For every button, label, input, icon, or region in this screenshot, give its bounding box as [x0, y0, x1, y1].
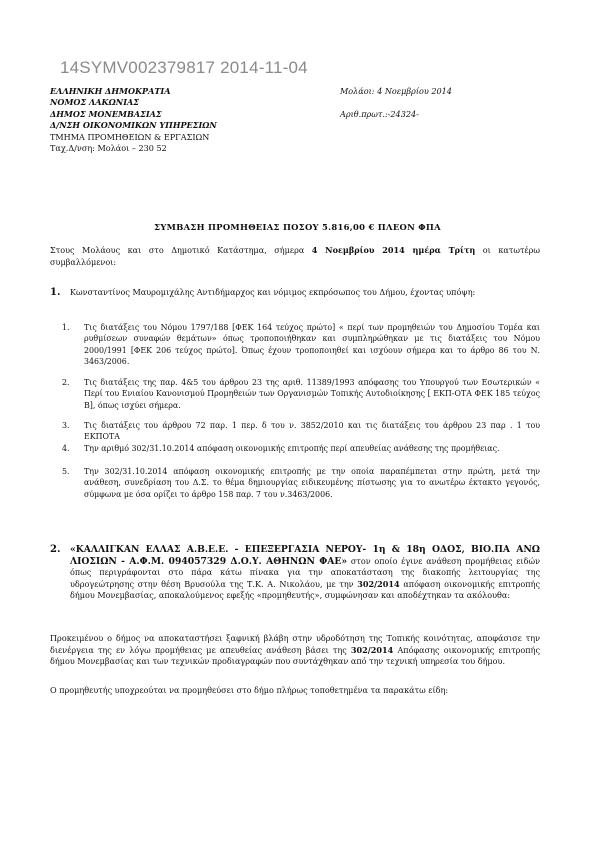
issuer-line: ΕΛΛΗΝΙΚΗ ΔΗΜΟΚΡΑΤΙΑ [50, 86, 171, 96]
document-title: ΣΥΜΒΑΣΗ ΠΡΟΜΗΘΕΙΑΣ ΠΟΣΟΥ 5.816,00 € ΠΛΕΟΝ ΦΠΑ [154, 222, 441, 232]
considerations-item: 4. Την αριθμό 302/31.10.2014 απόφαση οικονομικής επιτροπής περί απευθείας ανάθεσης της προμήθειας. [62, 444, 500, 453]
considerations-item: 1. Τις διατάξεις του Νόμου 1797/188 [ΦΕΚ 164 τεύχος πρώτο] « περί των προμηθειών του Δημοσίου Τομέα και ρυθμίσεων συναφών θεμάτων» όπως τροποποιήθηκαν και συμπληρώθηκαν με τις διατάξεις του Νόμου 2000/1991 [ΦΕΚ 206 τεύχος πρώτο]. Όπως έχουν τροποποιηθεί και ισχύουν σήμερα και το άρθρο 86 του Ν. 3463/2006. [62, 323, 540, 366]
considerations-item: 3. Τις διατάξεις του άρθρου 72 παρ. 1 περ. δ του ν. 3852/2010 και τις διατάξεις του άρθρου 23 παρ . 1 του ΕΚΠΟΤΑ [62, 421, 540, 442]
document-date: Μολάοι: 4 Νοεμβρίου 2014 [340, 86, 452, 96]
party-number: 1. [50, 287, 61, 298]
party-text: Κωνσταντίνος Μαυρομιχάλης Αντιδήμαρχος και νόμιμος εκπρόσωπος του Δήμου, έχοντας υπόψη: [70, 287, 476, 297]
issuer-line: ΤΜΗΜΑ ΠΡΟΜΗΘΕΙΩΝ & ΕΡΓΑΣΙΩΝ [50, 131, 210, 142]
purpose-paragraph: Προκειμένου ο δήμος να αποκαταστήσει ξαφνική βλάβη στην υδροδότηση της Τοπικής κοινότητας, αποφάσισε την διενέργεια της εν λόγω προμήθειας με απευθείας ανάθεση βάσει της 302/2014 Απόφασης οικονομικής επιτροπής δήμου Μονεμβασίας και των τεχνικών προδιαγραφών που συντάχθηκαν από την τεχνική υπηρεσία του δήμου. [50, 633, 541, 667]
issuer-address: Ταχ.Δ/νση: Μολάοι – 230 52 [50, 143, 167, 154]
party-2 [50, 544, 540, 602]
intro-paragraph: Στους Μολάους και στο Δημοτικό Κατάστημα, σήμερα 4 Νοεμβρίου 2014 ημέρα Τρίτη οι κατωτέρω συμβαλλόμενοι: [50, 245, 540, 267]
party-1 [50, 287, 540, 299]
party-number: 2. [50, 544, 61, 555]
date-protocol-block [340, 86, 452, 120]
obligation-paragraph: Ο προμηθευτής υποχρεούται να προμηθεύσει στο δήμο πλήρως τοποθετημένα τα παρακάτω είδη: [50, 685, 449, 695]
considerations-item: 2. Τις διατάξεις της παρ. 4&5 του άρθρου 23 της αριθ. 11389/1993 απόφασης του Υπουργού των Εσωτερικών « Περί του Ενιαίου Κανονισμού Προμηθειών των Οργανισμών Τοπικής Αυτοδιοίκησης [ ΕΚΠ-ΟΤΑ ΦΕΚ 185 τεύχος Β], όπως ισχύει σήμερα. [62, 378, 540, 410]
issuer-block [50, 86, 217, 154]
issuer-line: ΝΟΜΟΣ ΛΑΚΩΝΙΑΣ [50, 97, 139, 108]
protocol-number: Αριθ.πρωτ.:-24324- [340, 108, 419, 119]
document-id-watermark: 14SYMV002379817 2014-11-04 [60, 58, 308, 77]
issuer-line: Δ/ΝΣΗ ΟΙΚΟΝΟΜΙΚΩΝ ΥΠΗΡΕΣΙΩΝ [50, 120, 217, 131]
considerations-item: 5. Την 302/31.10.2014 απόφαση οικονομικής επιτροπής με την οποία παραπέμπεται στην πρώτη, μετά την ανάθεση, συνεδρίαση του Δ.Σ. το θέμα δημιουργίας ειδικευμένης πίστωσης για το ανωτέρω έκτακτο γεγονός, σύμφωνα με όσα ορίζει το άρθρο 158 παρ. 7 του ν.3463/2006. [62, 467, 540, 499]
party-text: «ΚΑΛΛΙΓΚΑΝ ΕΛΛΑΣ Α.Β.Ε.Ε. - ΕΠΕΞΕΡΓΑΣΙΑ ΝΕΡΟΥ- 1η & 18η ΟΔΟΣ, ΒΙΟ.ΠΑ ΑΝΩ ΛΙΟΣΙΩΝ - Α.Φ.Μ. 094057329 Δ.Ο.Υ. ΑΘΗΝΩΝ ΦΑΕ» στον οποίο έγινε ανάθεση προμήθειας ειδών όπως περιγράφονται στο πάρα κάτω πίνακα για την αποκατάσταση της διακοπής λειτουργίας της υδρογεώτρησης στην θέση Βρυσούλα της Τ.Κ. Α. Νικολάου, με την 302/2014 απόφαση οικονομικής επιτροπής δήμου Μονεμβασίας, αποκαλούμενος εφεξής «προμηθευτής», συμφώνησαν και αποδέχτηκαν τα ακόλουθα: [70, 544, 541, 601]
issuer-line: ΔΗΜΟΣ ΜΟΝΕΜΒΑΣΙΑΣ [50, 108, 162, 119]
